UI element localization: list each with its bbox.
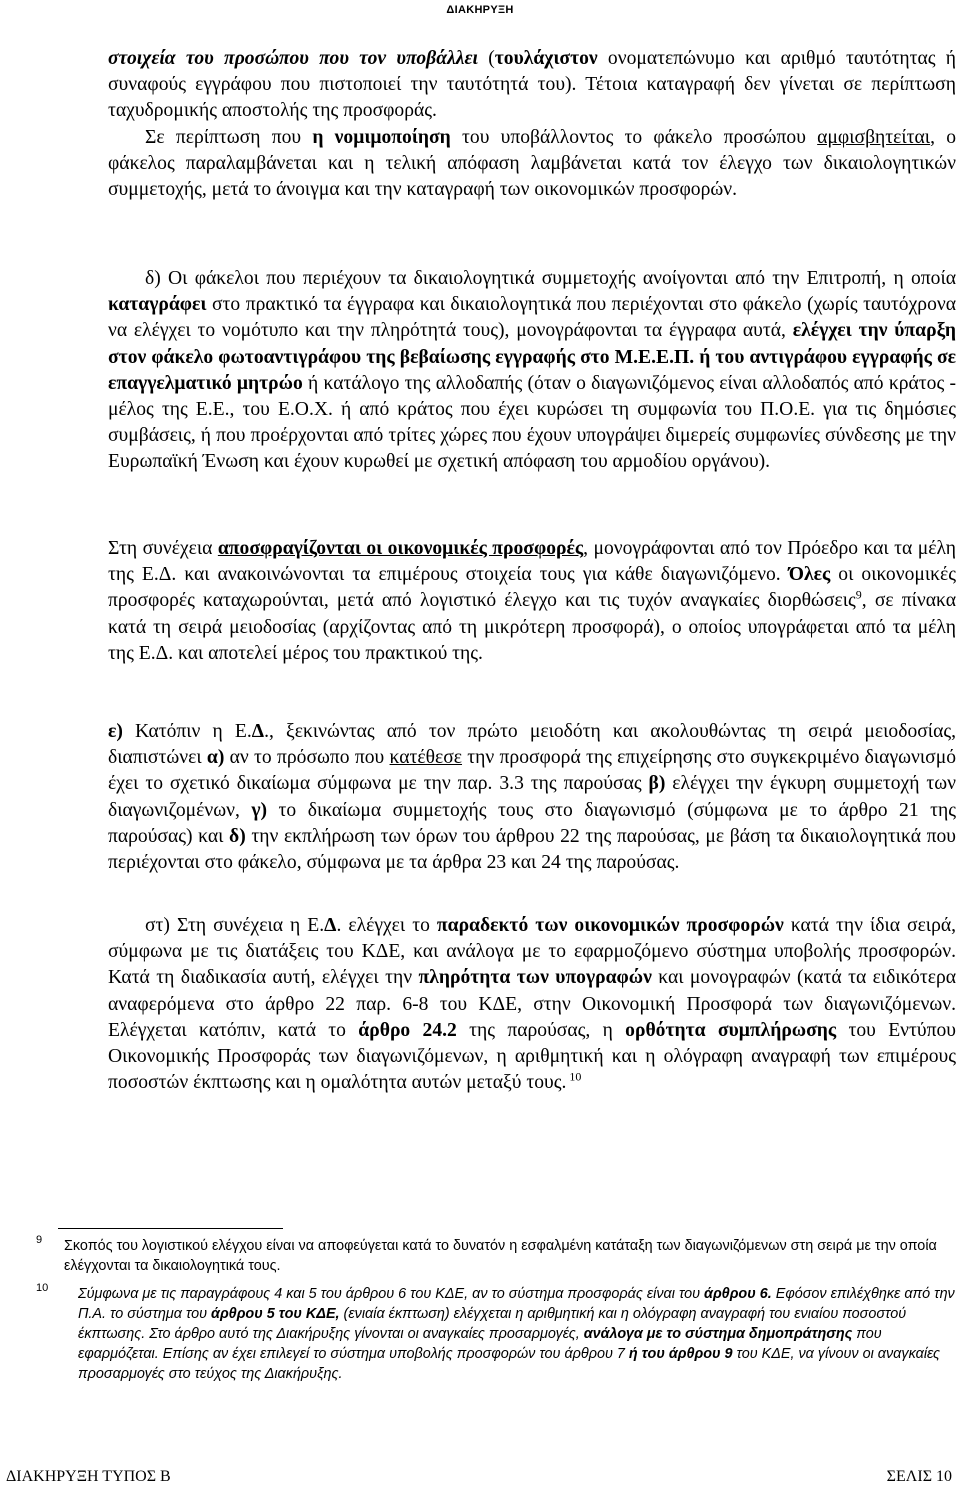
paragraph-e: ε) Κατόπιν η Ε.Δ., ξεκινώντας από τον πρώτο μειοδότη και ακολουθώντας τη σειρά μειοδοσίας, διαπιστώνει α) αν το πρόσωπο που κατέθεσε την προσφορά της επιχείρησης στο συγκεκριμένο διαγωνισμό έχει το σχετικό δικαίωμα σύμφωνα με την παρ. 3.3 της παρούσας β) ελέγχει την έγκυρη συμμετοχή των διαγωνιζομένων, γ) το δικαίωμα συμμετοχής τους στο διαγωνισμό (σύμφωνα με το άρθρο 21 της παρούσας) και δ) την εκπλήρωση των όρων του άρθρου 22 της παρούσας, με βάση τα δικαιολογητικά που περιέχονται στο φάκελο, σύμφωνα με τα άρθρα 23 και 24 της παρούσας. [108, 721, 957, 874]
bold-phrase: στοιχεία του προσώπου που τον υποβάλλει [108, 48, 478, 69]
bold-phrase: ελέγχει την ύπαρξη στον φάκελο φωτοαντιγράφου της βεβαίωσης εγγραφής στο Μ.Ε.Ε.Π. ή του αντιγράφου εγγραφής σε επαγγελματικό μητρώο [108, 320, 956, 394]
footnote-separator [58, 1228, 283, 1229]
footer-document-type: ΔΙΑΚΗΡΥΞΗ ΤΥΠΟΣ Β [6, 1468, 171, 1485]
bold-underlined-phrase: αποσφραγίζονται οι οικονομικές προσφορές [217, 538, 584, 559]
bold-phrase: τουλάχιστον [494, 48, 598, 69]
underlined-phrase: κατέθεσε [389, 747, 463, 769]
footnote-9 [36, 1234, 957, 1276]
underlined-phrase: αμφισβητείται [817, 126, 931, 148]
footnote-number: 10 [36, 1282, 49, 1294]
footnote-text: Σύμφωνα με τις παραγράφους 4 και 5 του άρθρου 6 του ΚΔΕ, αν το σύστημα προσφοράς είναι του άρθρου 6. Εφόσον επιλέχθηκε από την Π.Α. το σύστημα του άρθρου 5 του ΚΔΕ, (ενιαία έκπτωση) ελέγχεται η αριθμητική και η ολόγραφη αναγραφή του ενιαίου ποσοστού έκπτωσης. Στο άρθρο αυτό της Διακήρυξης γίνονται οι αναγκαίες προσαρμογές, ανάλογα με το σύστημα δημοπράτησης που εφαρμόζεται. Επίσης αν έχει επιλεγεί το σύστημα υποβολής προσφορών του άρθρου 7 ή του άρθρου 9 του ΚΔΕ, να γίνουν οι αναγκαίες προσαρμογές στο τεύχος της Διακήρυξης. [78, 1286, 955, 1382]
bold-phrase: πληρότητα των υπογραφών [418, 967, 652, 989]
paragraph-st: στ) Στη συνέχεια η Ε.Δ. ελέγχει το παραδεκτό των οικονομικών προσφορών κατά την ίδια σειρά, σύμφωνα με τις διατάξεις του ΚΔΕ, και ανάλογα με το εφαρμοζόμενο σύστημα υποβολής προσφορών. Κατά τη διαδικασία αυτή, ελέγχει την πληρότητα των υπογραφών και μονογραφών (κατά τα ειδικότερα αναφερόμενα στο άρθρο 22 παρ. 6-8 του ΚΔΕ, στην Οικονομική Προσφορά των διαγωνιζόμενων. Ελέγχεται κατόπιν, κατά το άρθρο 24.2 της παρούσας, η ορθότητα συμπλήρωσης του Εντύπου Οικονομικής Προσφοράς των διαγωνιζόμενων, η αριθμητική και η ολόγραφη αναγραφή των επιμέρους ποσοστών έκπτωσης και η ομαλότητα αυτών μεταξύ τους. $^{10}$ [108, 915, 957, 1094]
footnote-number: 9 [36, 1234, 43, 1246]
paragraph-submitter-identity: στοιχεία του προσώπου που τον υποβάλλει (τουλάχιστον ονοματεπώνυμο και αριθμό ταυτότητας ή συναφούς εγγράφου που πιστοποιεί την ταυτότητά του). Τέτοια καταγραφή δεν γίνεται σε περίπτωση ταχυδρομικής αποστολής της προσφοράς. Σε περίπτωση που η νομιμοποίηση του υποβάλλοντος το φάκελο προσώπου αμφισβητείται, ο φάκελος παραλαμβάνεται και η τελική απόφαση λαμβάνεται κατά τον έλεγχο των δικαιολογητικών συμμετοχής, μετά το άνοιγμα και την καταγραφή των οικονομικών προσφορών. [108, 48, 956, 201]
bold-phrase: Όλες [788, 564, 831, 586]
footnote-text: Σκοπός του λογιστικού ελέγχου είναι να αποφεύγεται κατά το δυνατόν η εσφαλμένη κατάταξη των διαγωνιζόμενων στη σειρά με την οποία ελέγχονται τα δικαιολογητικά τους. [64, 1238, 937, 1274]
paragraph-d: δ) Οι φάκελοι που περιέχουν τα δικαιολογητικά συμμετοχής ανοίγονται από την Επιτροπή, η οποία καταγράφει στο πρακτικό τα έγγραφα και δικαιολογητικά που περιέχονται στο φάκελο (χωρίς ταυτόχρονα να ελέγχει το νομότυπο και την πληρότητά τους), μονογράφονται τα έγγραφα αυτά, ελέγχει την ύπαρξη στον φάκελο φωτοαντιγράφου της βεβαίωσης εγγραφής στο Μ.Ε.Ε.Π. ή του αντιγράφου εγγραφής σε επαγγελματικό μητρώο ή κατάλογο της αλλοδαπής (όταν ο διαγωνιζόμενος είναι αλλοδαπός από κράτος - μέλος της Ε.Ε., του Ε.Ο.Χ. ή από κράτος που έχει κυρώσει τη συμφωνία του Π.Ο.Ε. για τις δημόσιες συμβάσεις, ή που προέρχονται από τρίτες χώρες που έχουν υπογράψει διμερείς συμφωνίες σύνδεσης με την Ευρωπαϊκή Ένωση και έχουν κυρωθεί με σχετική απόφαση του αρμοδίου οργάνου). [108, 268, 956, 473]
bold-phrase: καταγράφει [108, 294, 207, 316]
bold-phrase: η νομιμοποίηση [312, 126, 451, 148]
footer-page-number: ΣΕΛΙΣ 10 [886, 1468, 952, 1485]
bold-phrase: παραδεκτό των οικονομικών προσφορών [436, 915, 784, 936]
paragraph-d-continued: Στη συνέχεια αποσφραγίζονται οι οικονομικές προσφορές, μονογράφονται από τον Πρόεδρο και τα μέλη της Ε.Δ. και ανακοινώνονται τα επιμέρους στοιχεία τους για κάθε διαγωνιζόμενο. Όλες οι οικονομικές προσφορές καταχωρούνται, μετά από λογιστικό έλεγχο και τις τυχόν αναγκαίες διορθώσεις$^9$, σε πίνακα κατά τη σειρά μειοδοσίας (αρχίζοντας από τη μικρότερη προσφορά), ο οποίος υπογράφεται από τα μέλη της Ε.Δ. και αποτελεί μέρος του πρακτικού της. [108, 538, 957, 664]
page-header: ΔΙΑΚΗΡΥΞΗ [446, 4, 514, 16]
footnote-10 [36, 1282, 957, 1384]
footnote-ref-10[interactable]: 10 [566, 1069, 582, 1084]
footnote-ref-9[interactable]: 9 [855, 587, 862, 602]
